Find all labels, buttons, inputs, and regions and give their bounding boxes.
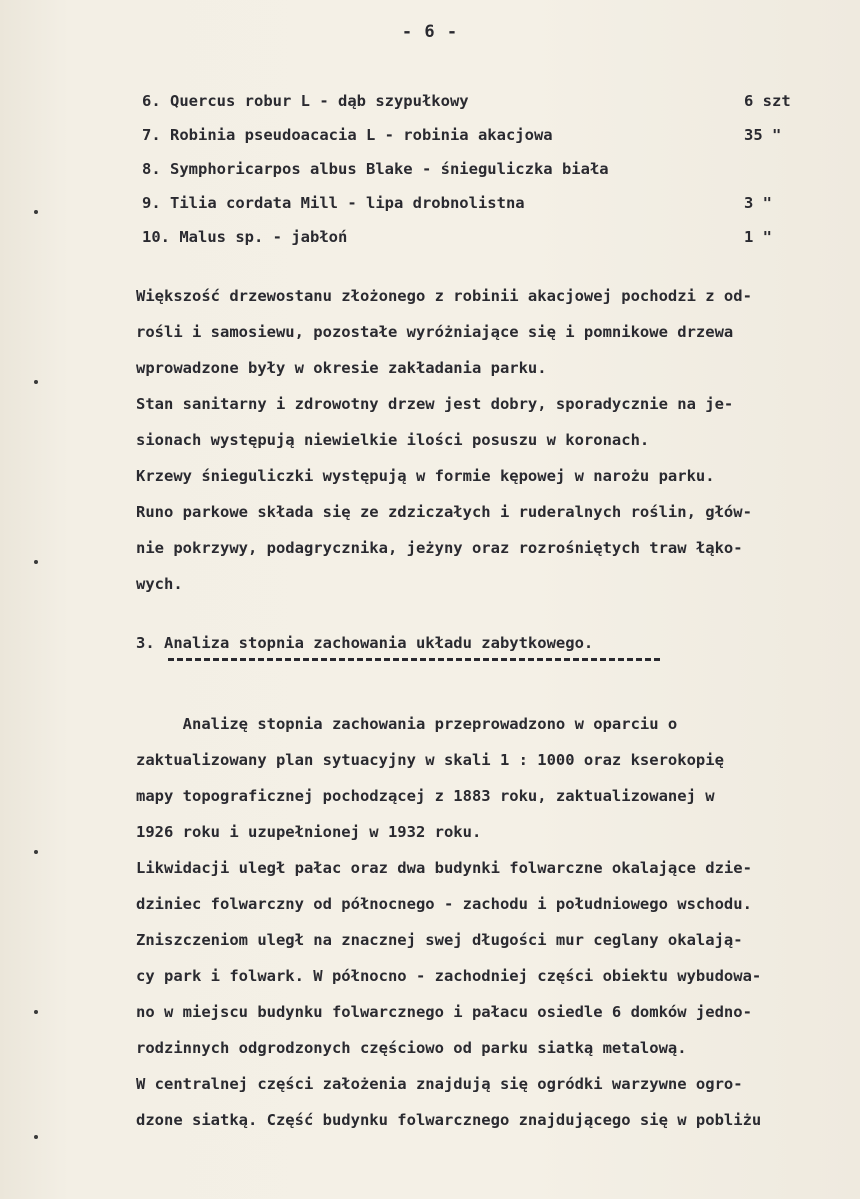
paragraph-stand-condition	[136, 278, 830, 602]
text-line: Stan sanitarny i zdrowotny drzew jest dobry, sporadycznie na je-	[136, 395, 734, 413]
text-line: Zniszczeniom uległ na znacznej swej długości mur ceglany okalają-	[136, 931, 743, 949]
text-line: dzone siatką. Część budynku folwarcznego znajdującego się w pobliżu	[136, 1111, 762, 1129]
text-line: rośli i samosiewu, pozostałe wyróżniające się i pomnikowe drzewa	[136, 323, 734, 341]
text-line: Runo parkowe składa się ze zdziczałych i ruderalnych roślin, głów-	[136, 503, 752, 521]
text-line: Analizę stopnia zachowania przeprowadzono w oparciu o	[136, 715, 678, 733]
text-line: 1926 roku i uzupełnionej w 1932 roku.	[136, 823, 482, 841]
punch-hole	[34, 380, 38, 384]
paragraph-analysis	[136, 706, 830, 1138]
species-list	[142, 92, 814, 262]
punch-hole	[34, 560, 38, 564]
species-row	[142, 126, 814, 160]
species-name: Robinia pseudoacacia L - robinia akacjowa	[170, 126, 553, 144]
species-row	[142, 194, 814, 228]
species-name: Tilia cordata Mill - lipa drobnolistna	[170, 194, 525, 212]
text-line: no w miejscu budynku folwarcznego i pałacu osiedle 6 domków jedno-	[136, 1003, 752, 1021]
species-quantity: 1 "	[744, 228, 772, 246]
species-row	[142, 160, 814, 194]
text-line: zaktualizowany plan sytuacyjny w skali 1 : 1000 oraz kserokopię	[136, 751, 724, 769]
section-heading: 3. Analiza stopnia zachowania układu zabytkowego.	[136, 634, 594, 652]
text-line: dziniec folwarczny od północnego - zachodu i południowego wschodu.	[136, 895, 752, 913]
text-line: cy park i folwark. W północno - zachodniej części obiektu wybudowa-	[136, 967, 762, 985]
punch-hole	[34, 850, 38, 854]
species-row	[142, 228, 814, 262]
species-quantity: 3 "	[744, 194, 772, 212]
species-quantity: 35 "	[744, 126, 782, 144]
text-line: sionach występują niewielkie ilości posuszu w koronach.	[136, 431, 650, 449]
text-line: nie pokrzywy, podagrycznika, jeżyny oraz rozrośniętych traw łąko-	[136, 539, 743, 557]
text-line: wych.	[136, 575, 183, 593]
page-number: - 6 -	[401, 22, 459, 42]
text-line: Większość drzewostanu złożonego z robinii akacjowej pochodzi z od-	[136, 287, 752, 305]
species-number: 10.	[142, 228, 170, 246]
species-name: Symphoricarpos albus Blake - śnieguliczka biała	[170, 160, 609, 178]
text-line: mapy topograficznej pochodzącej z 1883 roku, zaktualizowanej w	[136, 787, 715, 805]
text-line: W centralnej części założenia znajdują się ogródki warzywne ogro-	[136, 1075, 743, 1093]
species-name: Quercus robur L - dąb szypułkowy	[170, 92, 469, 110]
heading-underline	[168, 658, 660, 661]
species-quantity: 6 szt	[744, 92, 791, 110]
species-row	[142, 92, 814, 126]
text-line: wprowadzone były w okresie zakładania parku.	[136, 359, 547, 377]
species-number: 8.	[142, 160, 161, 178]
punch-hole	[34, 1135, 38, 1139]
species-number: 6.	[142, 92, 161, 110]
species-name: Malus sp. - jabłoń	[179, 228, 348, 246]
text-line: Krzewy śnieguliczki występują w formie kępowej w narożu parku.	[136, 467, 715, 485]
punch-hole	[34, 1010, 38, 1014]
species-number: 9.	[142, 194, 161, 212]
species-number: 7.	[142, 126, 161, 144]
text-line: Likwidacji uległ pałac oraz dwa budynki folwarczne okalające dzie-	[136, 859, 752, 877]
text-line: rodzinnych odgrodzonych częściowo od parku siatką metalową.	[136, 1039, 687, 1057]
punch-hole	[34, 210, 38, 214]
